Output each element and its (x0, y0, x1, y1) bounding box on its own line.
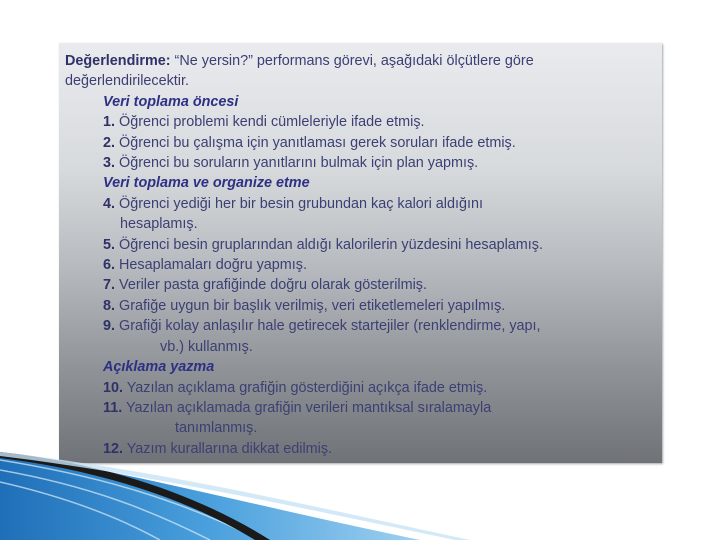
criterion-9-continuation: vb.) kullanmış. (160, 338, 253, 355)
rubric-panel (59, 43, 662, 463)
section-title: Açıklama yazma (103, 359, 215, 376)
criterion-11-continuation: tanımlanmış. (175, 420, 258, 437)
criterion-5 (65, 235, 650, 255)
criterion-number: 6. (103, 257, 116, 274)
intro-line-1 (65, 51, 650, 71)
criterion-1 (65, 112, 650, 132)
intro-text: “Ne yersin?” performans görevi, aşağıdaki ölçütlere göre (170, 53, 534, 69)
criterion-6 (65, 255, 650, 275)
criterion-number: 2. (103, 134, 116, 151)
criterion-number: 3. (103, 155, 116, 172)
criterion-7 (65, 275, 650, 295)
criterion-number: 10. (103, 379, 124, 396)
criterion-11 (65, 398, 650, 418)
criterion-text: Öğrenci bu çalışma için yanıtlaması gerek soruları ifade etmiş. (115, 134, 516, 151)
criterion-4-continuation: hesaplamış. (120, 216, 198, 233)
criterion-8 (65, 296, 650, 316)
section-title: Veri toplama ve organize etme (103, 175, 310, 192)
criterion-text: Öğrenci bu soruların yanıtlarını bulmak için plan yapmış. (115, 155, 479, 172)
criterion-2 (65, 133, 650, 153)
criterion-text: Veriler pasta grafiğinde doğru olarak gösterilmiş. (115, 277, 427, 294)
intro-line-2: değerlendirilecektir. (65, 73, 189, 90)
criterion-3 (65, 153, 650, 173)
criterion-number: 12. (103, 440, 124, 457)
criterion-text: Grafiği kolay anlaşılır hale getirecek startejiler (renklendirme, yapı, (115, 318, 541, 335)
criterion-text: Öğrenci besin gruplarından aldığı kalorilerin yüzdesini hesaplamış. (115, 236, 543, 253)
intro-label: Değerlendirme: (65, 53, 171, 69)
criterion-text: Hesaplamaları doğru yapmış. (115, 257, 307, 274)
decorative-swoosh (0, 452, 720, 540)
criterion-number: 11. (103, 399, 123, 416)
criterion-10 (65, 378, 650, 398)
criterion-text: Yazım kurallarına dikkat edilmiş. (123, 440, 333, 457)
criterion-number: 1. (103, 114, 116, 131)
criterion-4 (65, 194, 650, 214)
criterion-text: Grafiğe uygun bir başlık verilmiş, veri etiketlemeleri yapılmış. (115, 297, 506, 314)
criterion-text: Yazılan açıklamada grafiğin verileri mantıksal sıralamayla (122, 399, 492, 416)
criterion-number: 5. (103, 236, 116, 253)
criterion-number: 4. (103, 195, 116, 212)
criterion-text: Öğrenci problemi kendi cümleleriyle ifade etmiş. (115, 114, 425, 131)
criterion-number: 9. (103, 318, 116, 335)
criterion-number: 8. (103, 297, 116, 314)
section-title: Veri toplama öncesi (103, 93, 239, 110)
criterion-text: Öğrenci yediği her bir besin grubundan kaç kalori aldığını (115, 195, 483, 212)
criterion-9 (65, 316, 650, 336)
criterion-text: Yazılan açıklama grafiğin gösterdiğini açıkça ifade etmiş. (123, 379, 488, 396)
criterion-number: 7. (103, 277, 116, 294)
